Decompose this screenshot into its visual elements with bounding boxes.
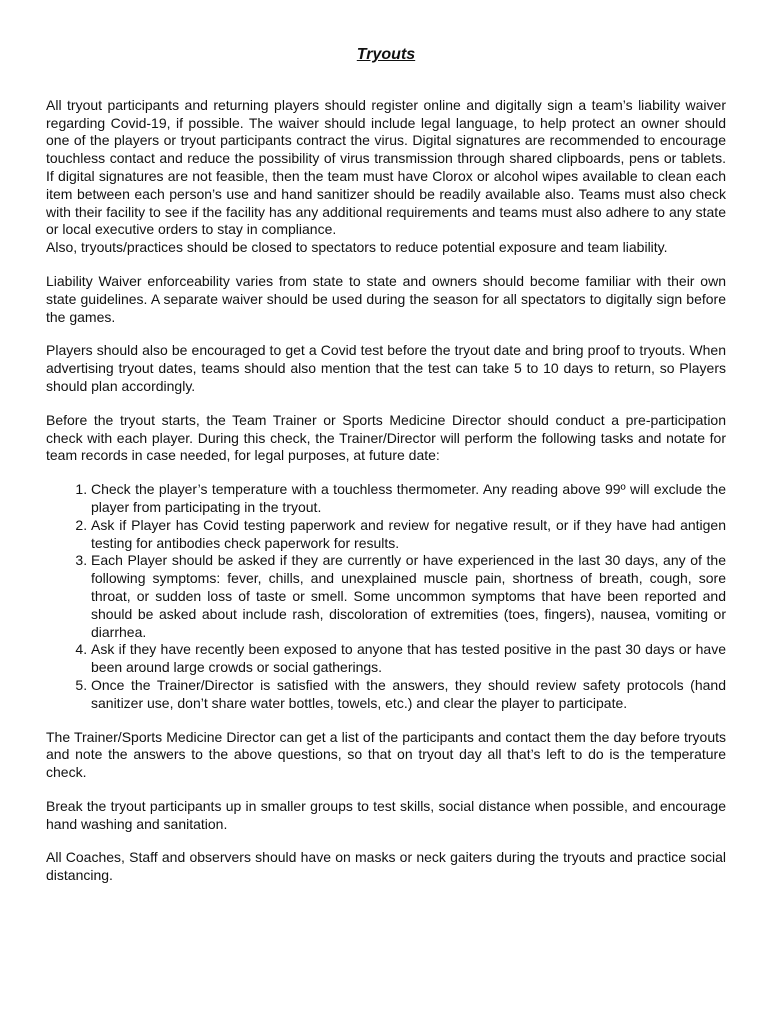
checklist-item: 3. Each Player should be asked if they are currently or have experienced in the last 30 days, any of the following symptoms: fever, chills, and unexplained muscle pain, shortness of breath, cough, sore throat, or sudden loss of taste or smell. Some uncommon symptoms that have been reported and should be asked about include rash, discoloration of extremities (toes, fingers), nausea, vomiting or diarrhea. <box>91 552 726 641</box>
groups-paragraph: Break the tryout participants up in smaller groups to test skills, social distance when possible, and encourage hand washing and sanitation. <box>46 797 726 832</box>
masks-paragraph: All Coaches, Staff and observers should have on masks or neck gaiters during the tryouts and practice social distancing. <box>46 849 726 884</box>
waiver-paragraph: Liability Waiver enforceability varies from state to state and owners should become familiar with their own state guidelines. A separate waiver should be used during the season for all spectators to digitally sign before the games. <box>46 272 726 325</box>
intro-paragraph: All tryout participants and returning players should register online and digitally sign a team’s liability waiver regarding Covid-19, if possible. The waiver should include legal language, to help protect an owner should one of the players or tryout participants contract the virus. Digital signatures are recommended to encourage touchless contact and reduce the possibility of virus transmission through shared clipboards, pens or tablets. If digital signatures are not feasible, then the team must have Clorox or alcohol wipes available to clean each item between each person’s use and hand sanitizer should be readily available also. Teams must also check with their facility to see if the facility has any additional requirements and teams must also adhere to any state or local executive orders to stay in compliance. <box>46 96 726 238</box>
checklist-item: 4. Ask if they have recently been exposed to anyone that has tested positive in the past 30 days or have been around large crowds or social gatherings. <box>91 641 726 677</box>
checklist-item: 5. Once the Trainer/Director is satisfied with the answers, they should review safety protocols (hand sanitizer use, don’t share water bottles, towels, etc.) and clear the player to participate. <box>91 677 726 713</box>
checklist-item: 1. Check the player’s temperature with a touchless thermometer. Any reading above 99º will exclude the player from participating in the tryout. <box>91 481 726 517</box>
checklist-item: 2. Ask if Player has Covid testing paperwork and review for negative result, or if they have had antigen testing for antibodies check paperwork for results. <box>91 517 726 553</box>
page-title: Tryouts <box>356 46 416 63</box>
trainer-paragraph: The Trainer/Sports Medicine Director can get a list of the participants and contact them the day before tryouts and note the answers to the above questions, so that on tryout day all that’s left to do is the temperature check. <box>46 728 726 781</box>
precheck-paragraph: Before the tryout starts, the Team Trainer or Sports Medicine Director should conduct a pre-participation check with each player. During this check, the Trainer/Director will perform the following tasks and notate for team records in case needed, for legal purposes, at future date: <box>46 411 726 464</box>
spectators-paragraph: Also, tryouts/practices should be closed to spectators to reduce potential exposure and team liability. <box>46 239 668 256</box>
covid-test-paragraph: Players should also be encouraged to get a Covid test before the tryout date and bring proof to tryouts. When advertising tryout dates, teams should also mention that the test can take 5 to 10 days to return, so Players should plan accordingly. <box>46 342 726 394</box>
document-page <box>46 46 726 885</box>
checklist <box>46 481 726 712</box>
